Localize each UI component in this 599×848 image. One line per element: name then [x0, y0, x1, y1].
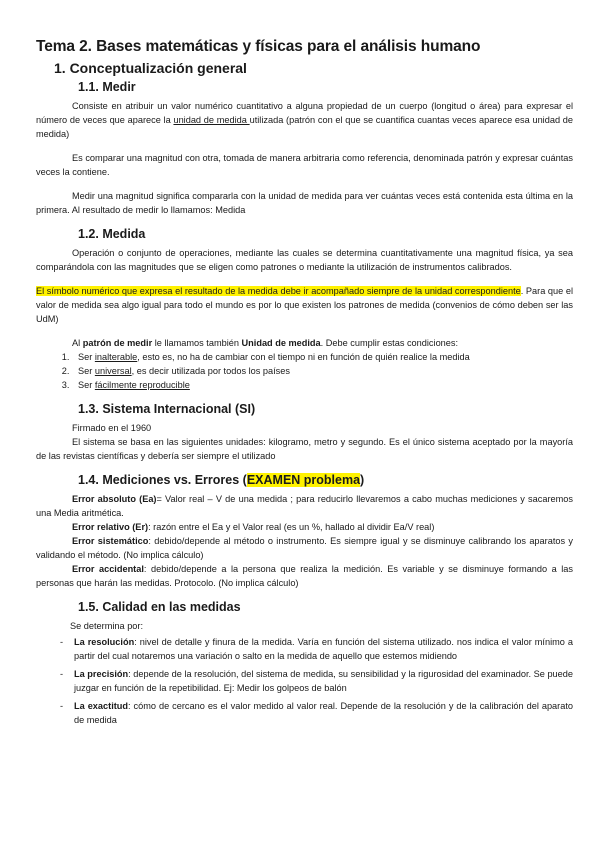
text-span: : razón entre el Ea y el Valor real (es un %, hallado al dividir Ea/V real) [148, 522, 435, 532]
paragraph-medida-3 [36, 336, 573, 350]
section-heading-1: 1. Conceptualización general [54, 60, 247, 76]
bold-term: Error absoluto (Ea) [72, 494, 157, 504]
text-span: Ser [78, 352, 95, 362]
list-item [72, 364, 573, 378]
error-absoluto [36, 492, 573, 520]
bold-term: Error relativo (Er) [72, 522, 149, 532]
bold-term: La precisión [74, 669, 129, 679]
bold-term: patrón de medir [82, 338, 153, 348]
underlined-term: unidad de medida [173, 115, 250, 125]
list-item [72, 378, 573, 392]
list-item [72, 350, 573, 364]
paragraph-si-1: Firmado en el 1960 [72, 423, 152, 433]
text-span: 1.4. Mediciones vs. Errores ( [78, 473, 247, 487]
text-span: ) [360, 473, 365, 487]
text-span: le llamamos también [152, 338, 242, 348]
text-span: = Valor real – V de una medida ; para reducirlo llevaremos a cabo muchas mediciones y sacaremos una Media aritmética. [36, 494, 573, 518]
paragraph-medir-2: Es comparar una magnitud con otra, tomada de manera arbitraria como referencia, denominada patrón y expresar cuántas veces la contiene. [36, 153, 573, 177]
list-item [36, 699, 573, 727]
bold-term: Unidad de medida [241, 338, 321, 348]
paragraph-medida-1: Operación o conjunto de operaciones, mediante las cuales se determina cuantitativamente una magnitud física, ya sea comparándola con las magnitudes que se eligen como patrones o mediante la utilización de instrumentos calibrados. [36, 248, 573, 272]
underlined-term: fácilmente reproducible [94, 380, 190, 390]
error-sistematico [36, 534, 573, 562]
quality-list [36, 635, 573, 727]
text-span: Consiste en atribuir un valor numérico cuantitativo a alguna propiedad de un cuerpo (longitud o área) para expresar el número de veces que aparece la [36, 101, 573, 125]
bold-term: La resolución [74, 637, 135, 647]
text-span: : cómo de cercano es el valor medido al valor real. Depende de la resolución y de la calibración del aparato de medida [74, 701, 573, 725]
text-span: utilizada (patrón con el que se cuantifica cuantas veces aparece esa unidad de medida) [36, 115, 573, 139]
text-span: . Para que el valor de medida sea algo igual para todo el mundo es por lo que existen los patrones de medida (convenios de cómo deben ser las UdM) [36, 286, 573, 324]
text-span: , esto es, no ha de cambiar con el tiempo ni en función de quién realice la medida [137, 352, 470, 362]
bold-term: La exactitud [74, 701, 129, 711]
paragraph-medida-2 [36, 284, 573, 326]
paragraph-si-2: El sistema se basa en las siguientes unidades: kilogramo, metro y segundo. Es el único sistema aceptado por la mayoría de las revistas científicas y debería ser siempre el utilizado [36, 437, 573, 461]
bold-term: Error sistemático [72, 536, 149, 546]
document-title: Tema 2. Bases matemáticas y físicas para el análisis humano [36, 38, 481, 55]
text-span: Al [72, 338, 83, 348]
text-span: Ser [78, 366, 95, 376]
conditions-list [36, 350, 573, 392]
subsection-heading-1-5: 1.5. Calidad en las medidas [78, 600, 241, 614]
list-item [36, 635, 573, 663]
text-span: , es decir utilizada por todos los países [131, 366, 290, 376]
underlined-term: universal [94, 366, 132, 376]
highlighted-text: EXAMEN problema [246, 473, 361, 487]
subsection-heading-1-3: 1.3. Sistema Internacional (SI) [78, 402, 256, 416]
text-span: : depende de la resolución, del sistema de medida, su sensibilidad y la rigurosidad del examinador. Se puede juzgar en función de la repetibilidad. Ej: Medir los golpeos de balón [74, 669, 573, 693]
text-span: . Debe cumplir estas condiciones: [320, 338, 459, 348]
paragraph-medir-3: Medir una magnitud significa compararla con la unidad de medida para ver cuántas veces está contenida esta última en la primera. Al resultado de medir lo llamamos: Medida [36, 191, 573, 215]
dash-bullet: - [60, 701, 64, 711]
quality-intro: Se determina por: [70, 621, 144, 631]
paragraph-medir-1 [36, 99, 573, 141]
subsection-heading-1-1: 1.1. Medir [78, 80, 136, 94]
underlined-term: inalterable [94, 352, 138, 362]
error-relativo [36, 520, 573, 534]
text-span: : debido/depende al método o instrumento. Es siempre igual y se disminuye calibrando los aparatos y validando el método. (No implica cálculo) [36, 536, 573, 560]
text-span: : debido/depende a la persona que realiza la medición. Es variable y se disminuye formando a las personas que harán las medidas. Protocolo. (No implica cálculo) [36, 564, 573, 588]
dash-bullet: - [60, 669, 64, 679]
bold-term: Error accidental [72, 564, 144, 574]
highlighted-text: El símbolo numérico que expresa el resultado de la medida debe ir acompañado siempre de la unidad correspondiente [36, 286, 521, 296]
text-span: : nivel de detalle y finura de la medida. Varía en función del sistema utilizado. nos indica el valor mínimo a partir del cual notaremos una variación o salto en la medida de aquello que estemos midiendo [74, 637, 573, 661]
error-accidental [36, 562, 573, 590]
dash-bullet: - [60, 637, 64, 647]
text-span: Ser [78, 380, 95, 390]
list-item [36, 667, 573, 695]
subsection-heading-1-4 [78, 473, 573, 487]
subsection-heading-1-2: 1.2. Medida [78, 227, 146, 241]
